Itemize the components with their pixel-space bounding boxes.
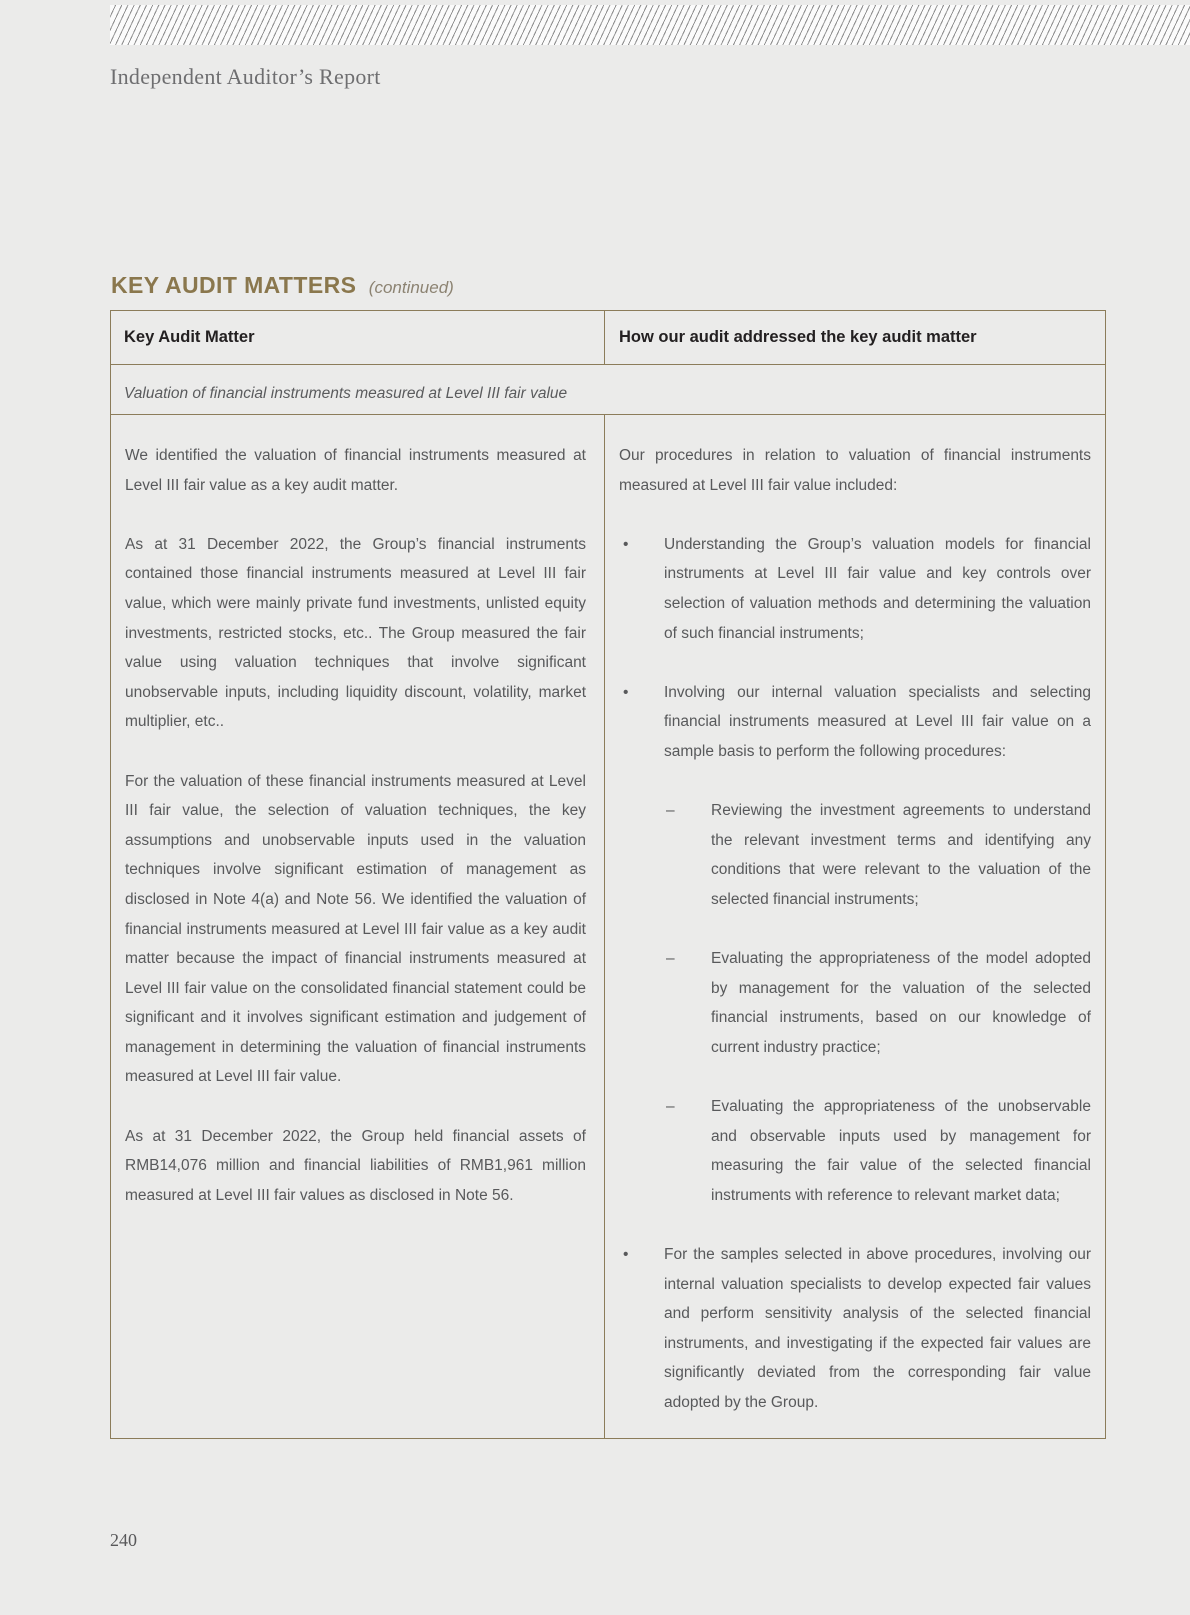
list-item-text: For the samples selected in above procedures, involving our internal valuation specialists to develop expected fair values and perform sensitivity analysis of the selected financial instruments, and investigating if the expected fair values are significantly deviated from the corresponding fair value adopted by the Group.	[664, 1246, 1091, 1411]
col-header-label: Key Audit Matter	[124, 328, 255, 346]
list-item-text: Evaluating the appropriateness of the unobservable and observable inputs used by management for measuring the fair value of the selected financial instruments with reference to relevant market data;	[711, 1098, 1091, 1204]
list-item	[623, 1240, 1091, 1418]
list-marker: –	[666, 1098, 675, 1116]
table-subtitle-row	[111, 365, 1105, 415]
table-header-row	[111, 311, 1105, 365]
list-marker: •	[623, 535, 629, 553]
list-marker: –	[666, 950, 675, 968]
list-item	[666, 796, 1091, 914]
continued-label: (continued)	[368, 278, 454, 297]
hatch-banner	[110, 5, 1190, 45]
paragraph: For the valuation of these financial instruments measured at Level III fair value, the selection of valuation techniques, the key assumptions and unobservable inputs used in the valuation techniques involve significant estimation of management as disclosed in Note 4(a) and Note 56. We identified the valuation of financial instruments measured at Level III fair value as a key audit matter because the impact of financial instruments measured at Level III fair value on the consolidated financial statement could be significant and it involves significant estimation and judgement of management in determining the valuation of financial instruments measured at Level III fair value.	[125, 772, 586, 1086]
audit-procedures-list	[619, 530, 1091, 1418]
list-item-text: Understanding the Group’s valuation models for financial instruments at Level III fair value and key controls over selection of valuation methods and determining the valuation of such financial instruments;	[664, 535, 1091, 642]
paragraph: Our procedures in relation to valuation of financial instruments measured at Level III fair value included:	[619, 447, 1091, 494]
paragraph: As at 31 December 2022, the Group held financial assets of RMB14,076 million and financial liabilities of RMB1,961 million measured at Level III fair values as disclosed in Note 56.	[125, 1127, 586, 1204]
list-marker: •	[623, 1246, 629, 1264]
paragraph: We identified the valuation of financial instruments measured at Level III fair value as a key audit matter.	[125, 447, 586, 494]
key-audit-matter-cell	[111, 415, 605, 1438]
page-number: 240	[110, 1530, 137, 1550]
list-item	[666, 944, 1091, 1062]
list-item	[623, 530, 1091, 648]
key-audit-matters-table	[110, 310, 1106, 1439]
subtitle-text: Valuation of financial instruments measured at Level III fair value	[124, 384, 568, 402]
col-header-label: How our audit addressed the key audit matter	[619, 328, 977, 346]
list-item	[623, 678, 1091, 767]
section-heading	[111, 272, 454, 299]
col-header-how-addressed	[605, 311, 1105, 364]
list-item-text: Involving our internal valuation specialists and selecting financial instruments measured at Level III fair value on a sample basis to perform the following procedures:	[664, 683, 1091, 760]
col-header-key-audit-matter	[111, 311, 605, 364]
section-title: KEY AUDIT MATTERS	[111, 272, 357, 298]
report-title: Independent Auditor’s Report	[110, 64, 381, 89]
paragraph: As at 31 December 2022, the Group’s financial instruments contained those financial instruments measured at Level III fair value, which were mainly private fund investments, unlisted equity investments, restricted stocks, etc.. The Group measured the fair value using valuation techniques that involve significant unobservable inputs, including liquidity discount, volatility, market multiplier, etc..	[125, 535, 586, 731]
list-marker: –	[666, 802, 675, 820]
audit-response-cell	[605, 415, 1105, 1438]
list-item	[666, 1092, 1091, 1210]
list-marker: •	[623, 683, 629, 701]
list-item-text: Evaluating the appropriateness of the model adopted by management for the valuation of the selected financial instruments, based on our knowledge of current industry practice;	[711, 950, 1091, 1056]
table-body-row	[111, 415, 1105, 1438]
list-item-text: Reviewing the investment agreements to understand the relevant investment terms and identifying any conditions that were relevant to the valuation of the selected financial instruments;	[711, 802, 1091, 908]
